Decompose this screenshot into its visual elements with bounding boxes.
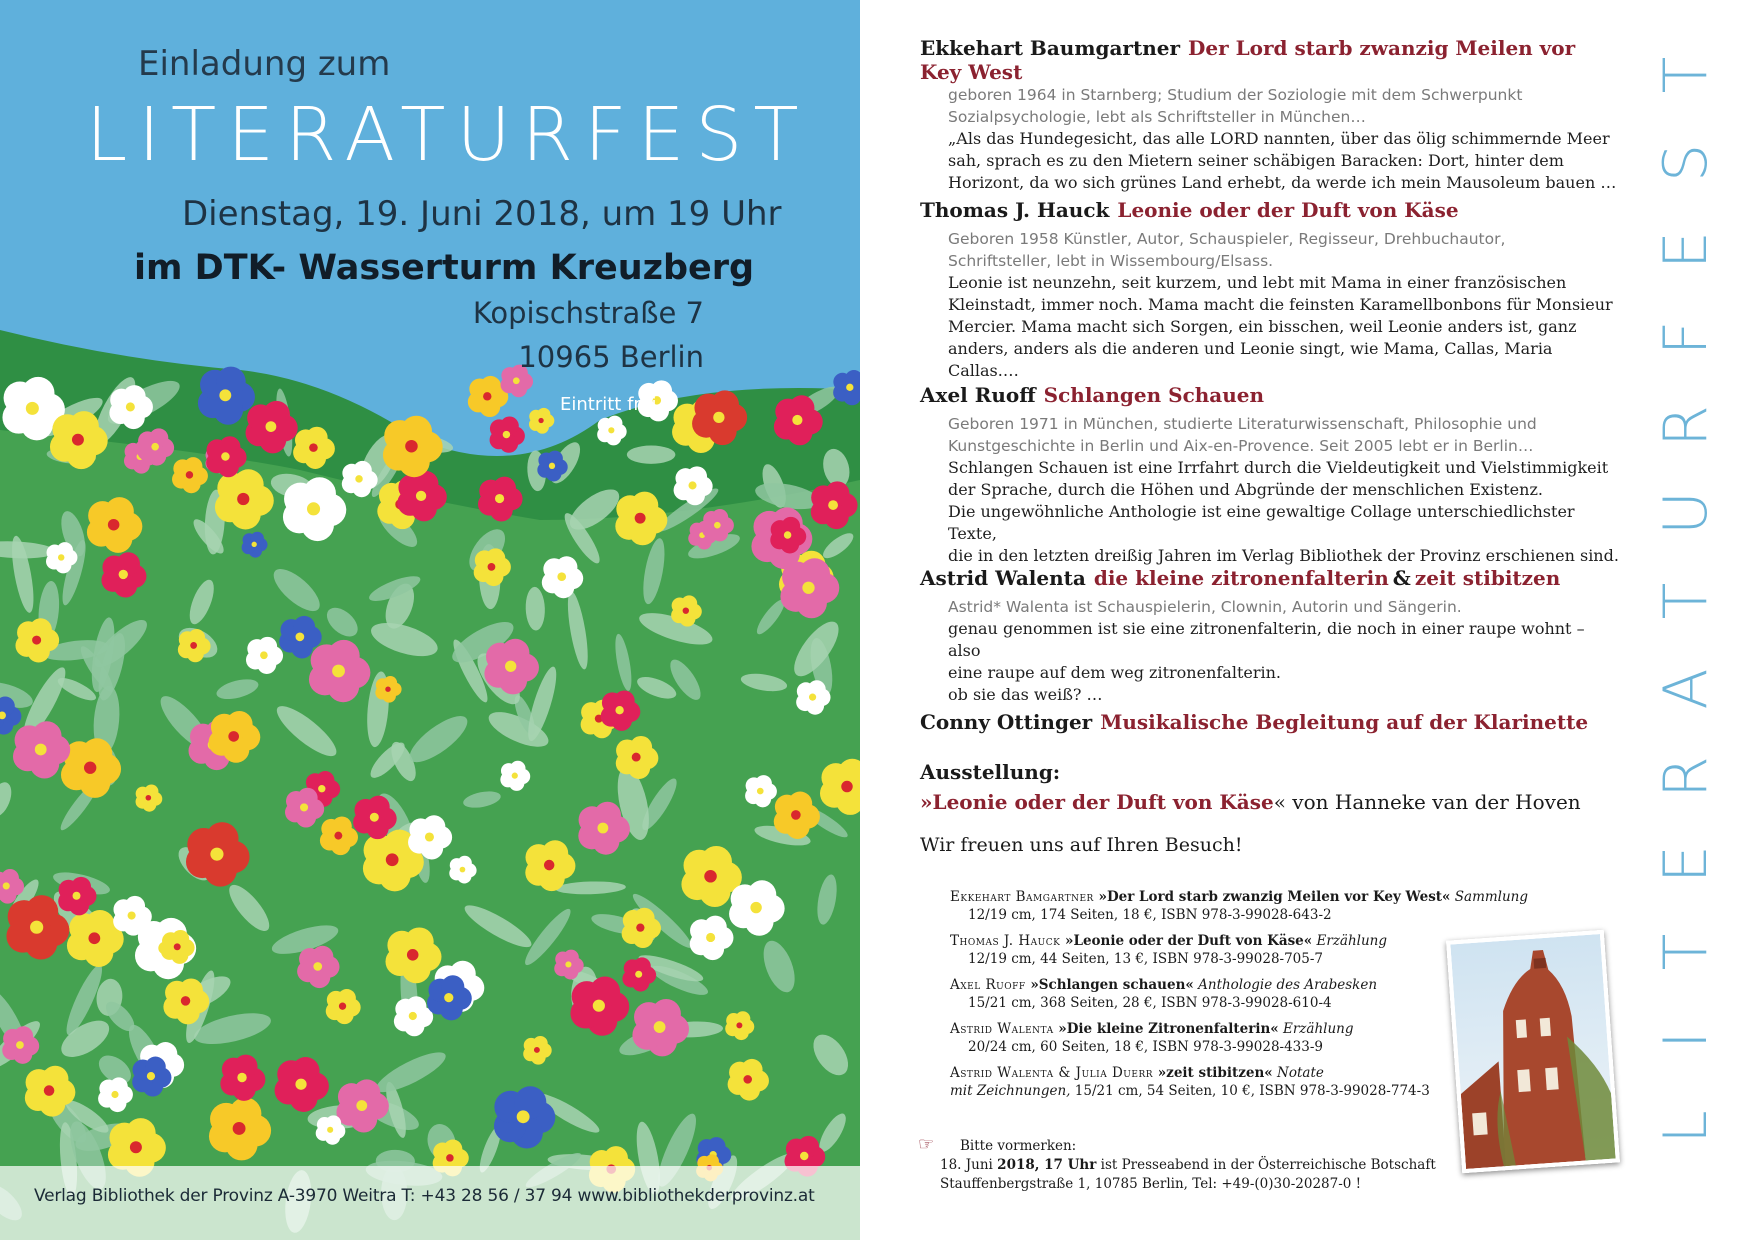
free-entry-note: Eintritt frei ! — [560, 394, 670, 415]
author-name: Thomas J. Hauck — [920, 198, 1110, 222]
vertical-title-letter: S — [1651, 143, 1721, 182]
desc-line: ob sie das weiß? … — [948, 685, 1103, 704]
note-line: Bitte vormerken: — [960, 1138, 1077, 1154]
book-title: Der Lord starb zwanzig Meilen vor Key West — [920, 36, 1576, 84]
book-description — [948, 457, 1620, 567]
event-venue: im DTK- Wasserturm Kreuzberg — [134, 248, 755, 288]
vertical-title — [1651, 40, 1721, 1220]
vertical-title-letter: L — [1651, 1110, 1721, 1145]
desc-line: Leonie ist neunzehn, seit kurzem, und lebt mit Mama in einer französischen — [948, 273, 1567, 292]
bib-author: Thomas J. Hauck — [950, 933, 1061, 949]
vertical-title-letter: E — [1651, 231, 1721, 270]
desc-line: „Als das Hundegesicht, das alle LORD nannten, über das ölig schimmernde Meer — [948, 129, 1610, 148]
author-name: Axel Ruoff — [920, 383, 1036, 407]
bib-type: Notate — [1272, 1065, 1324, 1081]
author-block-baumgartner — [920, 36, 1620, 194]
bib-author: Ekkehart Bamgartner — [950, 889, 1094, 905]
water-tower-photo — [1446, 930, 1620, 1173]
bib-author: Axel Ruoff — [950, 977, 1026, 993]
bib-type: Sammlung — [1450, 889, 1529, 905]
author-name: Astrid Walenta — [920, 566, 1086, 590]
bib-type: Anthologie des Arabesken — [1193, 977, 1378, 993]
bio-line: Astrid* Walenta ist Schauspielerin, Clownin, Autorin und Sängerin. — [948, 598, 1462, 616]
venue-street: Kopischstraße 7 — [472, 296, 704, 330]
bio-line: Geboren 1971 in München, studierte Literaturwissenschaft, Philosophie und — [948, 415, 1537, 433]
author-bio — [948, 84, 1620, 128]
publisher-footer: Verlag Bibliothek der Provinz A-3970 Weitra T: +43 28 56 / 37 94 www.bibliothekderprovinz.at — [34, 1186, 815, 1206]
bio-line: geboren 1964 in Starnberg; Studium der Soziologie mit dem Schwerpunkt — [948, 86, 1523, 104]
author-bio — [948, 228, 1620, 272]
bib-type: Erzählung — [1278, 1021, 1354, 1037]
book-title-2: zeit stibitzen — [1414, 566, 1561, 590]
book-title: Leonie oder der Duft von Käse — [1117, 198, 1459, 222]
bib-detail: 15/21 cm, 368 Seiten, 28 €, ISBN 978-3-99028-610-4 — [968, 995, 1332, 1011]
vertical-title-letter: T — [1651, 582, 1721, 620]
welcome-line: Wir freuen uns auf Ihren Besuch! — [920, 834, 1243, 856]
book-description — [948, 272, 1620, 382]
author-name: Ekkehart Baumgartner — [920, 36, 1181, 60]
bib-type: mit Zeichnungen, — [950, 1083, 1071, 1099]
flower-meadow-illustration — [0, 0, 860, 1240]
exhibition-heading: Ausstellung: — [920, 760, 1061, 784]
venue-city: 10965 Berlin — [518, 340, 704, 374]
program-panel — [860, 0, 1753, 1240]
desc-line: die in den letzten dreißig Jahren im Verlag Bibliothek der Provinz erschienen sind. — [948, 546, 1619, 565]
press-evening-note — [918, 1134, 1436, 1194]
desc-line: anders, anders als die anderen und Leonie singt, wie Mama, Callas, Maria Callas.… — [948, 339, 1553, 380]
festival-title: LITERATURFEST — [86, 92, 810, 178]
book-title: Schlangen Schauen — [1043, 383, 1265, 407]
event-date: Dienstag, 19. Juni 2018, um 19 Uhr — [182, 194, 782, 234]
author-bio — [948, 596, 1620, 618]
open-quote: » — [920, 790, 933, 814]
vertical-title-letter: T — [1651, 933, 1721, 971]
bib-entry — [950, 888, 1610, 924]
desc-line: sah, sprach es zu den Mietern seiner schäbigen Baracken: Dort, hinter dem — [948, 151, 1564, 170]
vertical-title-letter: I — [1651, 1030, 1721, 1049]
vertical-title-letter: A — [1651, 668, 1721, 710]
desc-line: Die ungewöhnliche Anthologie ist eine gewaltige Collage unterschiedlichster Texte, — [948, 502, 1575, 543]
vertical-title-letter: T — [1651, 56, 1721, 94]
bib-detail: 12/19 cm, 44 Seiten, 13 €, ISBN 978-3-99028-705-7 — [968, 951, 1324, 967]
ampersand: & — [1392, 566, 1411, 590]
bio-line: Kunstgeschichte in Berlin und Aix-en-Provence. Seit 2005 lebt er in Berlin… — [948, 437, 1534, 455]
book-description — [948, 128, 1620, 194]
author-block-ruoff — [920, 383, 1620, 567]
note-line: Stauffenbergstraße 1, 10785 Berlin, Tel: +49-(0)30-20287-0 ! — [940, 1176, 1362, 1192]
desc-line: eine raupe auf dem weg zitronenfalterin. — [948, 663, 1282, 682]
author-block-hauck — [920, 198, 1620, 382]
exhibition-title: Leonie oder der Duft von Käse — [932, 790, 1274, 814]
bib-title: »Leonie oder der Duft von Käse« — [1060, 933, 1313, 949]
pointing-hand-icon: ☞ — [918, 1134, 935, 1155]
bib-author: Astrid Walenta & Julia Duerr — [950, 1065, 1154, 1081]
vertical-title-letter: U — [1651, 491, 1721, 536]
bio-line: Geboren 1958 Künstler, Autor, Schauspieler, Regisseur, Drehbuchautor, — [948, 230, 1506, 248]
note-time: 2018, 17 Uhr — [997, 1157, 1097, 1173]
book-title: die kleine zitronenfalterin — [1093, 566, 1389, 590]
exhibition-block — [920, 760, 1581, 814]
author-bio — [948, 413, 1620, 457]
bio-line: Schriftsteller, lebt in Wissembourg/Elsass. — [948, 252, 1274, 270]
bib-author: Astrid Walenta — [950, 1021, 1054, 1037]
bib-detail: 20/24 cm, 60 Seiten, 18 €, ISBN 978-3-99028-433-9 — [968, 1039, 1324, 1055]
desc-line: genau genommen ist sie eine zitronenfalterin, die noch in einer raupe wohnt – also — [948, 619, 1585, 660]
note-line — [940, 1156, 1436, 1175]
music-title: Musikalische Begleitung auf der Klarinette — [1100, 710, 1589, 734]
desc-line: Horizont, da wo sich grünes Land erhebt, da werde ich mein Mausoleum bauen … — [948, 173, 1617, 192]
desc-line: Mercier. Mama macht sich Sorgen, ein bisschen, weil Leonie anders ist, ganz — [948, 317, 1577, 336]
bib-detail: 12/19 cm, 174 Seiten, 18 €, ISBN 978-3-99028-643-2 — [968, 907, 1332, 923]
poster-panel — [0, 0, 860, 1240]
book-description — [948, 618, 1620, 706]
vertical-title-letter: R — [1651, 404, 1721, 447]
note-place: ist Presseabend in der Österreichische Botschaft — [1096, 1157, 1436, 1173]
bib-title: »Der Lord starb zwanzig Meilen vor Key West« — [1093, 889, 1451, 905]
invitation-line: Einladung zum — [138, 44, 391, 84]
bib-title: »Die kleine Zitronenfalterin« — [1053, 1021, 1279, 1037]
bib-title: »Schlangen schauen« — [1025, 977, 1194, 993]
desc-line: Schlangen Schauen ist eine Irrfahrt durch die Vieldeutigkeit und Vielstimmigkeit — [948, 458, 1609, 477]
note-date: 18. Juni — [940, 1157, 998, 1173]
music-block — [920, 710, 1620, 734]
desc-line: der Sprache, durch die Höhen und Abgründe der menschlichen Existenz. — [948, 480, 1543, 499]
author-block-walenta — [920, 566, 1620, 706]
vertical-title-letter: F — [1651, 320, 1721, 356]
bib-title: »zeit stibitzen« — [1153, 1065, 1273, 1081]
bib-detail: 15/21 cm, 54 Seiten, 10 €, ISBN 978-3-99028-774-3 — [1070, 1083, 1430, 1099]
bio-line: Sozialpsychologie, lebt als Schriftsteller in München… — [948, 108, 1366, 126]
vertical-title-letter: E — [1651, 845, 1721, 884]
bib-type: Erzählung — [1312, 933, 1388, 949]
exhibition-line — [920, 790, 1581, 814]
exhibition-artist: « von Hanneke van der Hoven — [1273, 790, 1581, 814]
vertical-title-letter: R — [1651, 755, 1721, 798]
desc-line: Kleinstadt, immer noch. Mama macht die feinsten Karamellbonbons für Monsieur — [948, 295, 1613, 314]
musician-name: Conny Ottinger — [920, 710, 1093, 734]
